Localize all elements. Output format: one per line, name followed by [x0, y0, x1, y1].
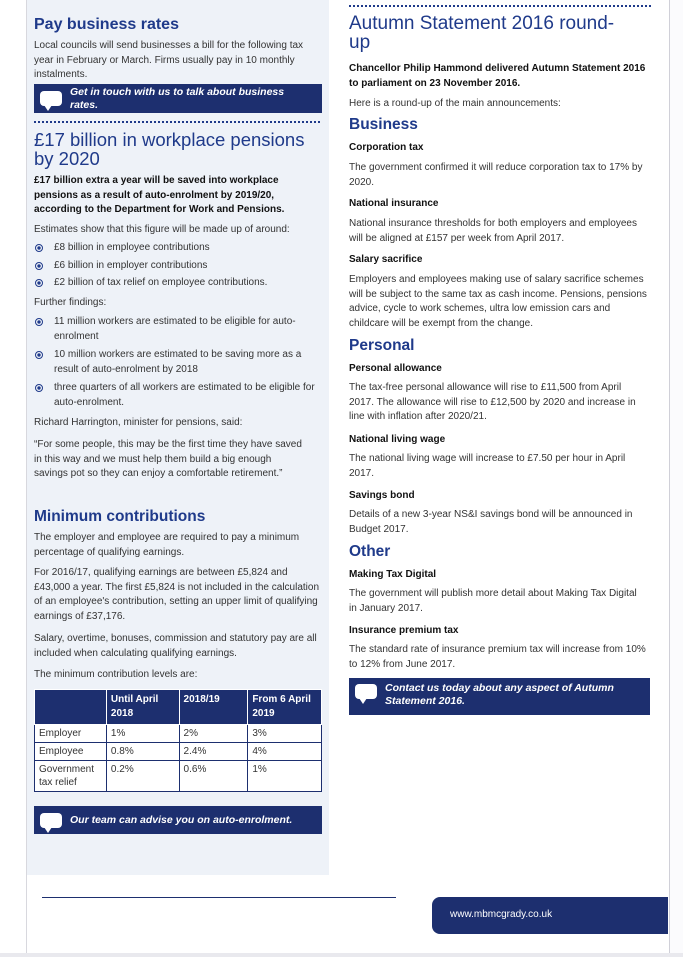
table-cell: Government tax relief: [35, 761, 107, 792]
pensions-title: £17 billion in workplace pensions by 2020: [34, 129, 305, 169]
table-cell: 2%: [179, 725, 248, 743]
business-rates-callout[interactable]: [34, 84, 322, 113]
pensions-intro: Estimates show that this figure will be made up of around:: [34, 224, 290, 235]
right-top-dotted-rule: [349, 5, 651, 7]
living-wage-body: The national living wage will increase to £7.50 per hour in April 2017.: [349, 453, 626, 479]
table-row: [35, 761, 322, 792]
table-header-cell: 2018/19: [179, 690, 248, 725]
corporation-tax-heading: Corporation tax: [349, 142, 424, 153]
salary-sacrifice-heading: Salary sacrifice: [349, 254, 423, 265]
table-row: [35, 725, 322, 743]
pay-rates-body: Local councils will send businesses a bill for the following tax year in February or March. Firms usually pay in 10 monthly instalments.: [34, 40, 304, 80]
autumn-statement-title: Autumn Statement 2016 round-up: [349, 13, 615, 53]
personal-title: Personal: [349, 337, 415, 354]
further-findings-label: Further findings:: [34, 297, 107, 308]
national-insurance-heading: National insurance: [349, 198, 439, 209]
making-tax-digital-body: The government will publish more detail about Making Tax Digital in January 2017.: [349, 588, 637, 614]
speech-bubble-icon: [40, 813, 62, 828]
table-header-row: [35, 690, 322, 725]
page-bottom-edge: [0, 953, 683, 957]
table-cell: Employer: [35, 725, 107, 743]
table-cell: 1%: [248, 761, 322, 792]
minimum-p4: The minimum contribution levels are:: [34, 669, 198, 680]
contribution-table: [34, 689, 322, 792]
autumn-statement-callout[interactable]: [349, 678, 650, 715]
auto-enrolment-callout[interactable]: [34, 806, 322, 834]
business-title: Business: [349, 116, 418, 133]
minimum-p1: The employer and employee are required to pay a minimum percentage of qualifying earnings.: [34, 532, 300, 558]
personal-allowance-heading: Personal allowance: [349, 363, 442, 374]
pensions-bullets-1: [34, 241, 319, 291]
list-item: £8 billion in employee contributions: [34, 241, 319, 256]
national-insurance-body: National insurance thresholds for both employers and employees will be aligned at £157 per week from April 2017.: [349, 218, 637, 244]
table-header-cell: Until April 2018: [106, 690, 179, 725]
salary-sacrifice-body: Employers and employees making use of salary sacrifice schemes will be subject to the same tax as cash income. Pensions, pensions advice, cycle to work schemes, ultra low emission cars and childcare will be exempt from the change.: [349, 274, 647, 329]
table-cell: 3%: [248, 725, 322, 743]
pensions-bullets-2: [34, 315, 322, 410]
footer-website-link[interactable]: [432, 897, 668, 934]
footer-url-text: www.mbmcgrady.co.uk: [450, 909, 553, 920]
savings-bond-body: Details of a new 3-year NS&I savings bond will be announced in Budget 2017.: [349, 509, 633, 535]
speech-bubble-icon: [40, 91, 62, 106]
table-cell: 1%: [106, 725, 179, 743]
quote-intro: Richard Harrington, minister for pensions, said:: [34, 417, 243, 428]
table-row: [35, 743, 322, 761]
minister-quote: “For some people, this may be the first time they have saved in this way and we must help them build a big enough savings pot so they can enjoy a comfortable retirement.”: [34, 439, 302, 479]
autumn-intro: Here is a round-up of the main announcements:: [349, 98, 561, 109]
page-right-margin: [669, 0, 683, 957]
making-tax-digital-heading: Making Tax Digital: [349, 569, 437, 580]
corporation-tax-body: The government confirmed it will reduce corporation tax to 17% by 2020.: [349, 162, 643, 188]
table-header-cell: From 6 April 2019: [248, 690, 322, 725]
insurance-premium-body: The standard rate of insurance premium tax will increase from 10% to 12% from June 2017.: [349, 644, 646, 670]
personal-allowance-body: The tax-free personal allowance will rise to £11,500 from April 2017. The allowance will rise to £12,500 by 2020 and increase in line with inflation after 2020/21.: [349, 382, 636, 422]
table-cell: 0.2%: [106, 761, 179, 792]
pay-rates-title: Pay business rates: [34, 16, 179, 33]
table-header-cell: [35, 690, 107, 725]
list-item: £2 billion of tax relief on employee contributions.: [34, 276, 319, 291]
savings-bond-heading: Savings bond: [349, 490, 415, 501]
minimum-p2: For 2016/17, qualifying earnings are between £5,824 and £43,000 a year. The first £5,824 is not included in the calculation of an employee's contribution, setting an upper limit of qualifying earnings of £37,176.: [34, 567, 320, 622]
list-item: 11 million workers are estimated to be eligible for auto-enrolment: [34, 315, 322, 344]
list-item: 10 million workers are estimated to be saving more as a result of auto-enrolment by 2018: [34, 348, 322, 377]
section-dotted-rule: [34, 121, 320, 123]
business-rates-callout-text: Get in touch with us to talk about business rates.: [70, 85, 285, 111]
speech-bubble-icon: [355, 684, 377, 699]
living-wage-heading: National living wage: [349, 434, 446, 445]
insurance-premium-heading: Insurance premium tax: [349, 625, 459, 636]
table-cell: 0.8%: [106, 743, 179, 761]
autumn-statement-callout-text: Contact us today about any aspect of Autumn Statement 2016.: [385, 682, 614, 707]
table-cell: Employee: [35, 743, 107, 761]
list-item: three quarters of all workers are estimated to be eligible for auto-enrolment.: [34, 381, 322, 410]
other-title: Other: [349, 543, 391, 560]
minimum-contributions-title: Minimum contributions: [34, 508, 206, 525]
footer-rule: [42, 897, 396, 898]
auto-enrolment-callout-text: Our team can advise you on auto-enrolment.: [70, 813, 293, 826]
page-left-margin: [0, 0, 27, 957]
minimum-p3: Salary, overtime, bonuses, commission and statutory pay are all included when calculating qualifying earnings.: [34, 633, 317, 659]
pensions-lead: £17 billion extra a year will be saved into workplace pensions as a result of auto-enrolment by 2019/20, according to the Department for Work and Pensions.: [34, 175, 285, 215]
table-cell: 4%: [248, 743, 322, 761]
table-cell: 0.6%: [179, 761, 248, 792]
autumn-lead: Chancellor Philip Hammond delivered Autumn Statement 2016 to parliament on 23 November 2016.: [349, 63, 646, 89]
list-item: £6 billion in employer contributions: [34, 259, 319, 274]
table-cell: 2.4%: [179, 743, 248, 761]
